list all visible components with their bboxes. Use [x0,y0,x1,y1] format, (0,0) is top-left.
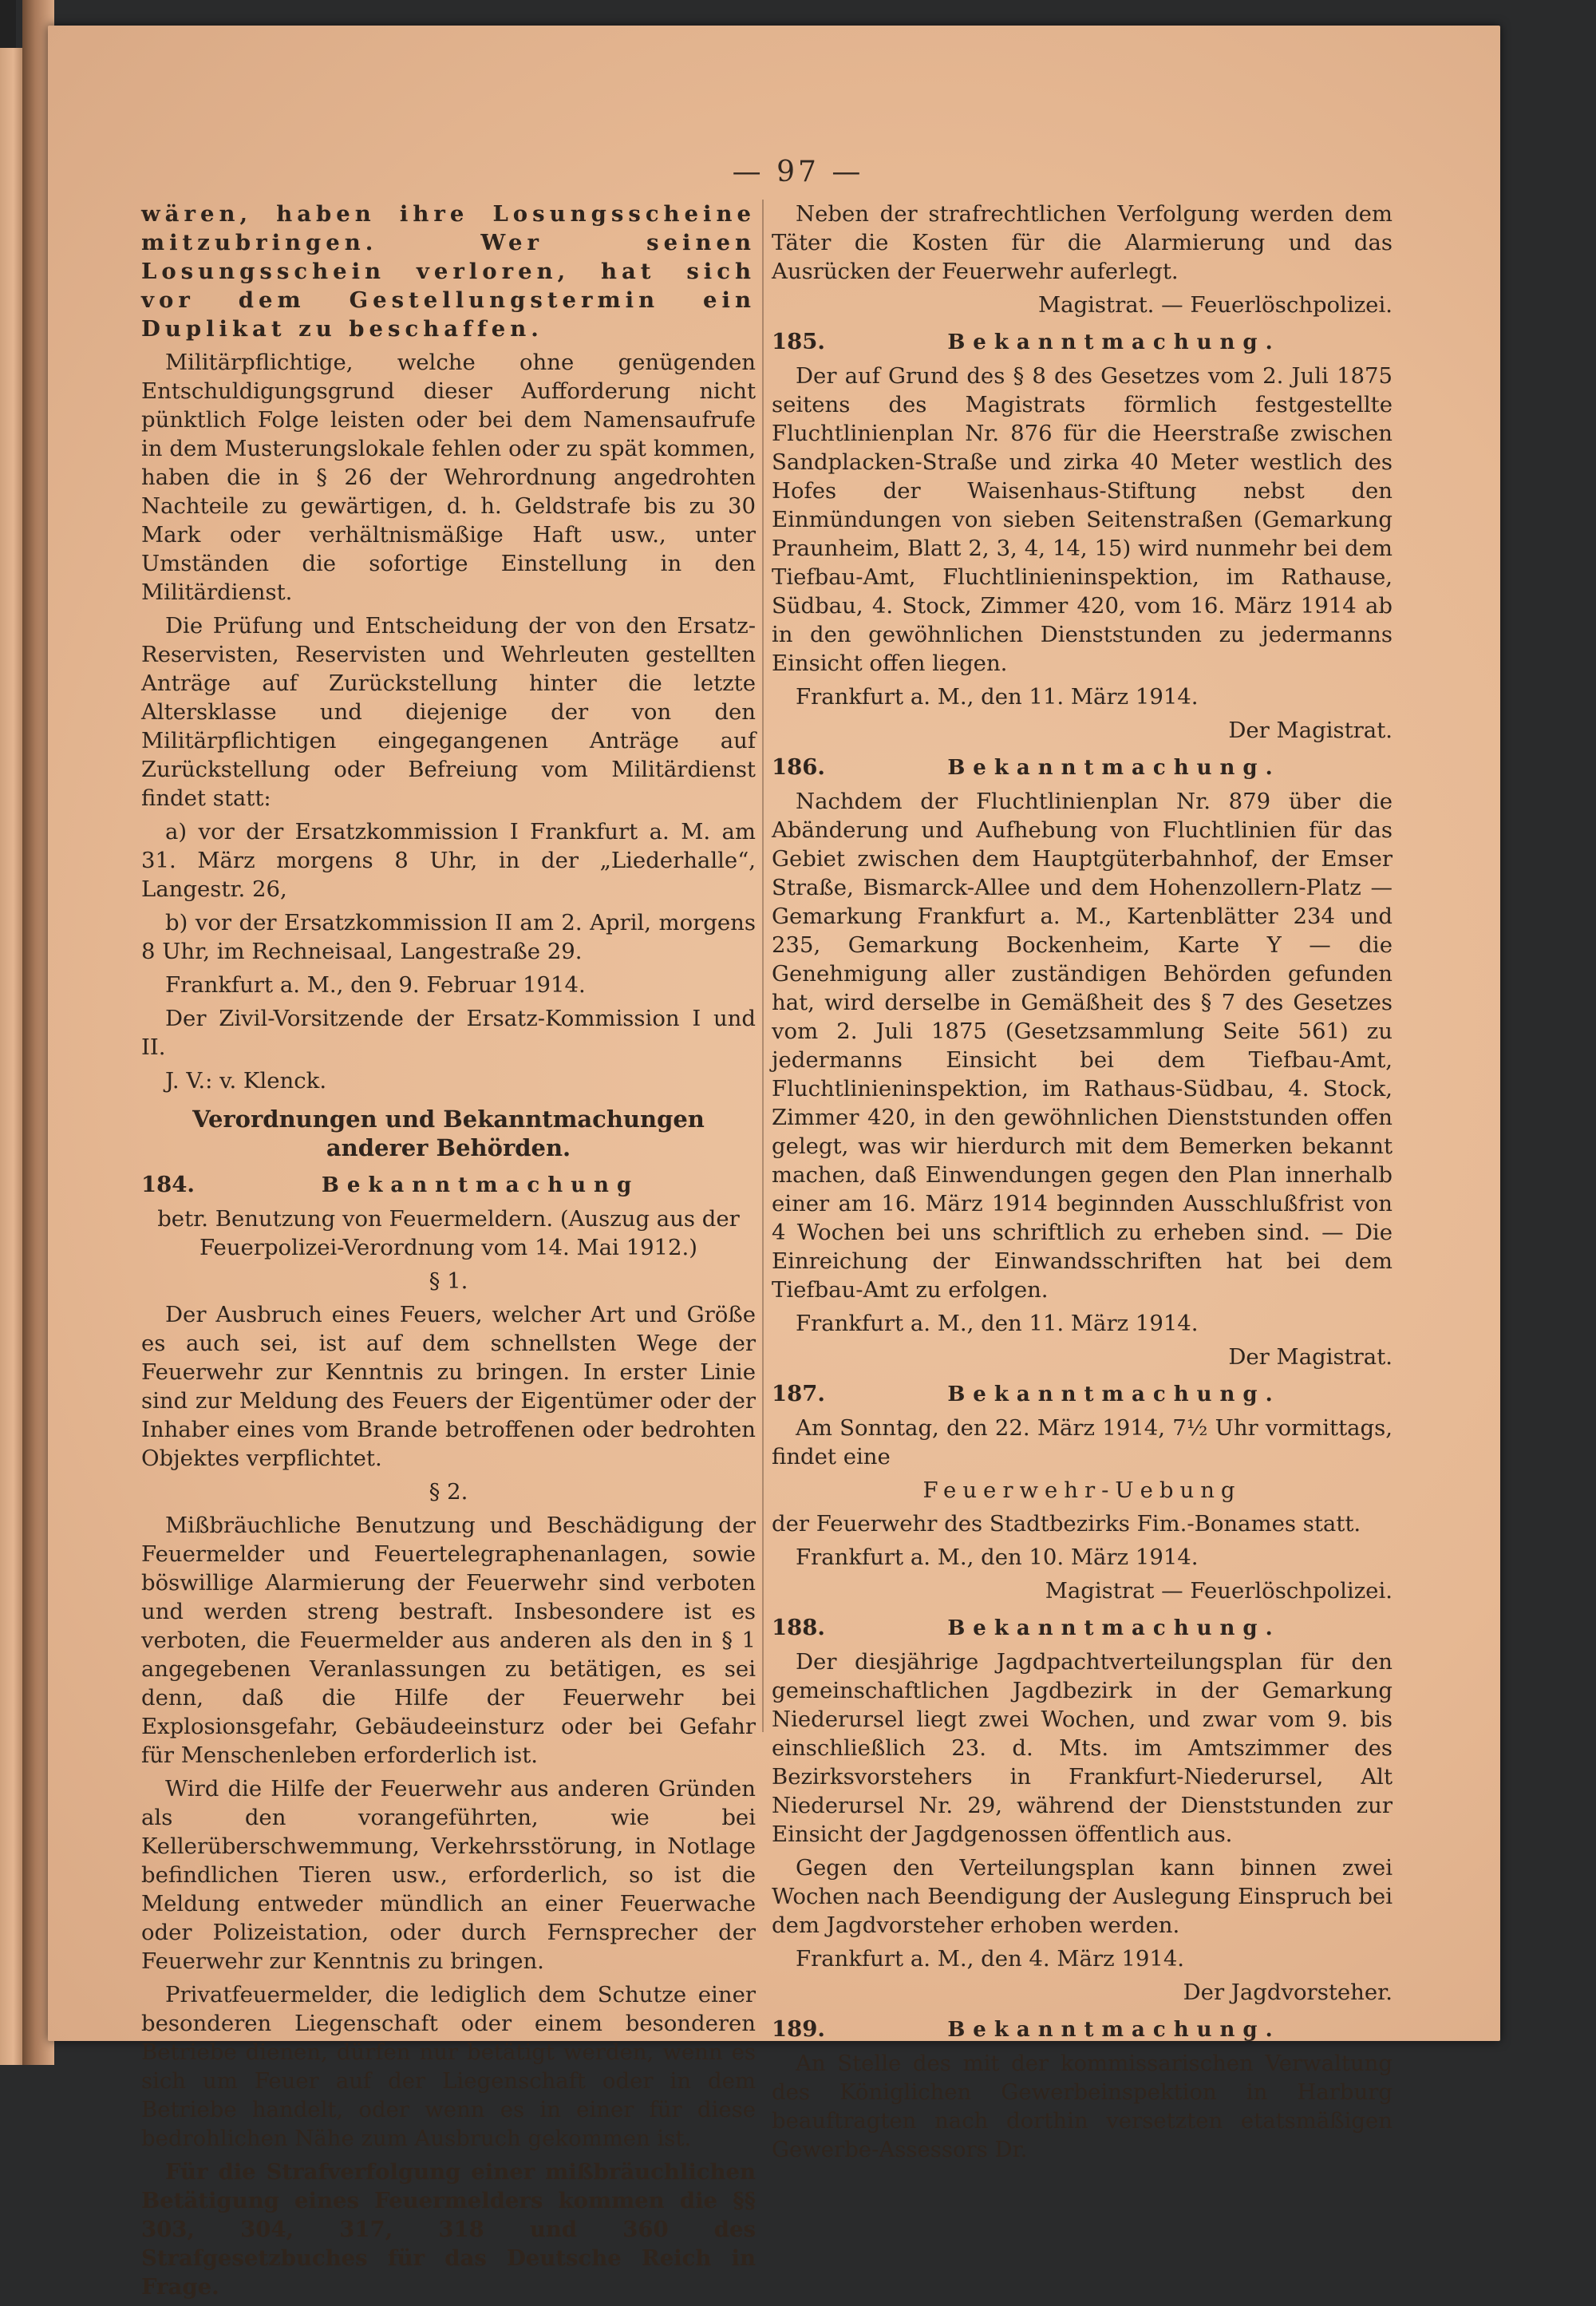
notice-title: Bekanntmachung. [947,1616,1281,1640]
notice-heading-185 [772,327,1393,357]
paragraph: Der auf Grund des § 8 des Gesetzes vom 2. Juli 1875 seitens des Magistrats förmlich festgestellte Fluchtlinienplan Nr. 876 für die Heerstraße zwischen Sandplacken-Straße und zirka 40 Meter westlich des Hofes der Waisenhaus-Stiftung nebst den Einmündungen von sieben Seitenstraßen (Gemarkung Praunheim, Blatt 2, 3, 4, 14, 15) wird nunmehr bei dem Tiefbau-Amt, Fluchtlinieninspektion, im Rathause, Südbau, 4. Stock, Zimmer 420, vom 16. März 1914 ab in den gewöhnlichen Dienststunden zu jedermanns Einsicht offen liegen. [772,363,1393,676]
date-line: Frankfurt a. M., den 11. März 1914. [796,684,1199,710]
list-item-b: b) vor der Ersatzkommission II am 2. April, morgens 8 Uhr, im Rechneisaal, Langestraße 29. [141,910,756,964]
left-column [141,200,756,2306]
paragraph-sign: § 2. [429,1479,468,1505]
list-item-a: a) vor der Ersatzkommission I Frankfurt a. M. am 31. März morgens 8 Uhr, in der „Liederhalle“, Langestr. 26, [141,819,756,902]
event-title: Feuerwehr-Uebung [922,1477,1242,1503]
notice-number: 186. [772,754,825,780]
signature-line: Der Magistrat. [1228,718,1393,743]
paragraph: Der diesjährige Jagdpachtverteilungsplan für den gemeinschaftlichen Jagdbezirk in der Gemarkung Niederursel liegt zwei Wochen, und zwar vom 9. bis einschließlich 23. d. Mts. im Amtszimmer des Bezirksvorstehers in Frankfurt-Niederursel, Alt Niederursel Nr. 29, während der Dienststunden zur Einsicht der Jagdgenossen öffentlich aus. [772,1649,1393,1847]
notice-title: Bekanntmachung. [947,330,1281,354]
notice-heading-187 [772,1379,1393,1409]
signature-line: Der Jagdvorsteher. [1183,1980,1393,2005]
signature-line: Magistrat. — Feuerlöschpolizei. [1037,292,1393,318]
signature-line: J. V.: v. Klenck. [165,1068,327,1094]
notice-heading-188 [772,1613,1393,1643]
paragraph: Für die Strafverfolgung einer mißbräuchlichen Betätigung eines Feuermelders kommen die §§ 303, 304, 317, 318 und 360 des Strafgesetzbuches für das Deutsche Reich in Frage. [141,2159,756,2300]
notice-title: Bekanntmachung. [947,756,1281,780]
paragraph: Wird die Hilfe der Feuerwehr aus anderen Gründen als den vorangeführten, wie bei Kellerüberschwemmung, Verkehrsstörung, in Notlage befindlichen Tieren usw., erforderlich, so ist die Meldung entweder mündlich an einer Feuerwache oder Polizeistation, oder durch Fernsprecher der Feuerwehr zur Kenntnis zu bringen. [141,1776,756,1974]
paragraph: Die Prüfung und Entscheidung der von den Ersatz-Reservisten, Reservisten und Wehrleuten gestellten Anträge auf Zurückstellung hinter die letzte Altersklasse und diejenige der von den Militärpflichtigen eingegangenen Anträge auf Zurückstellung oder Befreiung vom Militärdienst findet statt: [141,613,756,811]
date-line: Frankfurt a. M., den 11. März 1914. [796,1311,1199,1336]
notice-number: 187. [772,1381,825,1406]
paragraph: Am Sonntag, den 22. März 1914, 7½ Uhr vormittags, findet eine [772,1415,1393,1469]
notice-heading-186 [772,753,1393,782]
column-divider [762,200,764,1732]
paragraph: Mißbräuchliche Benutzung und Beschädigung der Feuermelder und Feuertelegraphenanlagen, sowie böswillige Alarmierung der Feuerwehr sind verboten und werden streng bestraft. Insbesondere ist es verboten, die Feuermelder aus anderen als den in § 1 angegebenen Veranlassungen zu betätigen, es sei denn, daß die Hilfe der Feuerwehr bei Explosionsgefahr, Gebäudeeinsturz oder bei Gefahr für Menschenleben erforderlich ist. [141,1513,756,1768]
notice-number: 184. [141,1172,195,1197]
paragraph: Der Ausbruch eines Feuers, welcher Art und Größe es auch sei, ist auf dem schnellsten Wege der Feuerwehr zur Kenntnis zu bringen. In erster Linie sind zur Meldung des Feuers der Eigentümer oder der Inhaber eines vom Brande betroffenen oder bedrohten Objektes verpflichtet. [141,1302,756,1471]
paragraph: Nachdem der Fluchtlinienplan Nr. 879 über die Abänderung und Aufhebung von Fluchtlinien für das Gebiet zwischen dem Hauptgüterbahnhof, der Emser Straße, Bismarck-Allee und dem Hohenzollern-Platz — Gemarkung Frankfurt a. M., Kartenblätter 234 und 235, Gemarkung Bockenheim, Karte Y — die Genehmigung aller zuständigen Behörden gefunden hat, wird derselbe in Gemäßheit des § 7 des Gesetzes vom 2. Juli 1875 (Gesetzsammlung Seite 561) zu jedermanns Einsicht bei dem Tiefbau-Amt, Fluchtlinieninspektion, im Rathaus-Südbau, 4. Stock, Zimmer 420, in den gewöhnlichen Dienststunden offen gelegt, was wir hierdurch mit dem Bemerken bekannt machen, daß Einwendungen gegen den Plan innerhalb einer am 16. März 1914 beginnden Ausschlußfrist von 4 Wochen bei uns schriftlich zu erheben sind. — Die Einreichung der Einwandsschriften hat bei dem Tiefbau-Amt zu erfolgen. [772,789,1393,1303]
notice-number: 185. [772,329,825,354]
notice-title: Bekanntmachung [321,1173,640,1197]
notice-heading-189 [772,2015,1393,2044]
previous-page-edge [0,48,22,2065]
date-line: Frankfurt a. M., den 4. März 1914. [796,1946,1185,1972]
right-column [772,200,1393,2169]
notice-subject: betr. Benutzung von Feuermeldern. (Auszug aus der Feuerpolizei-Verordnung vom 14. Mai 1912.) [157,1206,740,1260]
date-line: Frankfurt a. M., den 9. Februar 1914. [165,972,586,998]
signature-line: Der Zivil-Vorsitzende der Ersatz-Kommission I und II. [141,1006,756,1060]
section-title: Verordnungen und Bekanntmachungen anderer Behörden. [192,1106,705,1161]
paragraph: Privatfeuermelder, die lediglich dem Schutze einer besonderen Liegenschaft oder einem besonderen Betriebe dienen, dürfen nur betätigt werden, wenn es sich um Feuer auf der Liegenschaft oder in dem Betriebe handelt, oder wenn es in einer für diese bedrohlichen Nähe zum Ausbruch gekommen ist. [141,1982,756,2151]
signature-line: Magistrat — Feuerlöschpolizei. [1045,1578,1393,1604]
paragraph: Neben der strafrechtlichen Verfolgung werden dem Täter die Kosten für die Alarmierung und das Ausrücken der Feuerwehr auferlegt. [772,201,1393,284]
date-line: Frankfurt a. M., den 10. März 1914. [796,1545,1199,1570]
paragraph-sign: § 1. [429,1268,468,1294]
paragraph: Militärpflichtige, welche ohne genügenden Entschuldigungsgrund dieser Aufforderung nicht pünktlich Folge leisten oder bei dem Namensaufrufe in dem Musterungslokale fehlen oder zu spät kommen, haben die in § 26 der Wehrordnung angedrohten Nachteile zu gewärtigen, d. h. Geldstrafe bis zu 30 Mark oder verhältnismäßige Haft usw., unter Umständen die sofortige Einstellung in den Militärdienst. [141,350,756,605]
intro-paragraph: wären, haben ihre Losungsscheine mitzubringen. Wer seinen Losungsschein verloren, hat sich vor dem Gestellungstermin ein Duplikat zu beschaffen. [141,201,756,342]
notice-number: 189. [772,2016,825,2042]
paragraph: An Stelle des mit der kommissarischen Verwaltung des Königlichen Gewerbeinspektion in Harburg beauftragten nach dorthin versetzten etatsmäßigen Gewerbe-Assessors Dr. [772,2051,1393,2162]
notice-number: 188. [772,1615,825,1640]
notice-title: Bekanntmachung. [947,1382,1281,1406]
page-number: — 97 — [732,156,864,188]
notice-title: Bekanntmachung. [947,2018,1281,2042]
paragraph: Gegen den Verteilungsplan kann binnen zwei Wochen nach Beendigung der Auslegung Einspruch bei dem Jagdvorsteher erhoben werden. [772,1855,1393,1938]
signature-line: Der Magistrat. [1228,1344,1393,1370]
paragraph: der Feuerwehr des Stadtbezirks Fim.-Bonames statt. [772,1511,1361,1537]
notice-heading-184 [141,1170,756,1200]
